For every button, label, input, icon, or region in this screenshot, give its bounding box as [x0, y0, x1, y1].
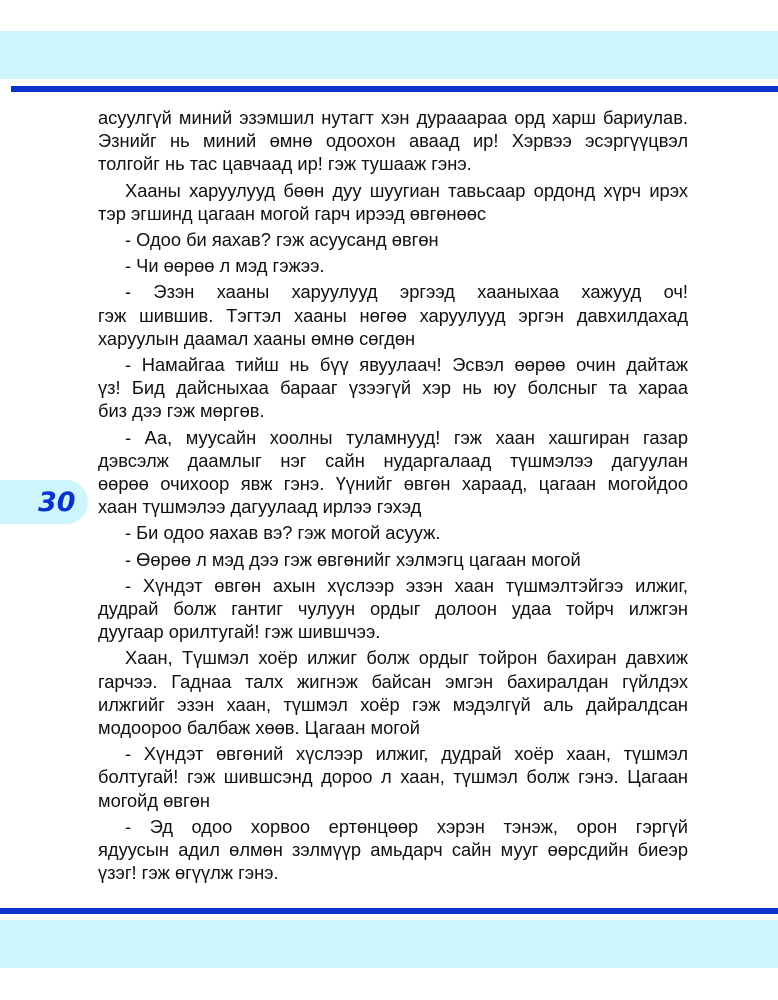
text-line: - Намайгаа тийш нь бүү явуулаач! Эсвэл өөрөө очин дайтаж — [125, 354, 688, 376]
top-rule — [11, 86, 778, 92]
text-line: өөрөө очихоор явж гэнэ. Үүнийг өвгөн хараад, цагаан могойдоо — [98, 473, 688, 495]
text-line: модоороо балбаж хөөв. Цагаан могой — [98, 717, 420, 739]
text-line: толгойг нь тас цавчаад ир! гэж тушааж гэнэ. — [98, 153, 472, 175]
text-line: дудрай болж гантиг чулуун ордыг долоон удаа тойрч илжгэн — [98, 598, 688, 620]
page-number: 30 — [38, 487, 76, 518]
text-line: дэвсэлж даамлыг нэг сайн нударгалаад түшмэлээ дагуулан — [98, 449, 688, 471]
text-line: тэр эгшинд цагаан могой гарч ирээд өвгөнөөс — [98, 202, 487, 224]
text-line: биз дээ гэж мөргөв. — [98, 400, 265, 422]
text-line: Хааны харуулууд бөөн дуу шуугиан тавьсаар ордонд хүрч ирэх — [125, 179, 688, 201]
text-line: гэж шившив. Тэгтэл хааны нөгөө харуулууд эргэн давхилдахад — [98, 304, 688, 326]
text-line: Эзнийг нь миний өмнө одоохон аваад ир! Хэрвээ эсэргүүцвэл — [98, 130, 688, 152]
text-line: - Аа, муусайн хоолны туламнууд! гэж хаан хашгиран газар — [125, 426, 688, 448]
text-line: - Одоо би яахав? гэж асуусанд өвгөн — [125, 229, 439, 251]
text-line: дуугаар орилтугай! гэж шившчээ. — [98, 621, 381, 643]
text-line: - Чи өөрөө л мэд гэжээ. — [125, 255, 325, 277]
text-line: Хаан, Түшмэл хоёр илжиг болж ордыг тойрон бахиран давхиж — [125, 647, 688, 669]
text-line: - Эд одоо хорвоо ертөнцөөр хэрэн тэнэж, орон гэргүй — [125, 815, 688, 837]
text-line: гарчээ. Гаднаа талх жигнэж байсан эмгэн бахиралдан гүйлдэх — [98, 670, 688, 692]
text-line: илжгийг эзэн хаан, түшмэл хоёр гэж мэдэлгүй аль дайралдсан — [98, 693, 688, 715]
body-text — [98, 106, 688, 885]
text-line: - Хүндэт өвгөний хүслээр илжиг, дудрай хоёр хаан, түшмэл — [125, 743, 688, 765]
text-line: хаан түшмэлээ дагуулаад ирлээ гэхэд — [98, 496, 422, 518]
text-line: болтугай! гэж шившсэнд дороо л хаан, түшмэл болж гэнэ. Цагаан — [98, 766, 688, 788]
bottom-rule — [0, 908, 778, 914]
text-line: - Эзэн хааны харуулууд эргээд хааныхаа хажууд оч! — [125, 281, 688, 303]
text-line: - Хүндэт өвгөн ахын хүслээр эзэн хаан түшмэлтэйгээ илжиг, — [125, 574, 688, 596]
bottom-band — [0, 920, 778, 968]
text-line: үзэг! гэж өгүүлж гэнэ. — [98, 862, 279, 884]
text-line: ядуусын адил өлмөн зэлмүүр амьдарч сайн мууг өөрсдийн биеэр — [98, 839, 688, 861]
text-line: могойд өвгөн — [98, 789, 210, 811]
text-line: - Би одоо яахав вэ? гэж могой асууж. — [125, 522, 441, 544]
text-line: - Өөрөө л мэд дээ гэж өвгөнийг хэлмэгц цагаан могой — [125, 548, 581, 570]
text-line: харуулын даамал хааны өмнө сөгдөн — [98, 327, 416, 349]
text-line: асуулгүй миний эзэмшил нутагт хэн дурааараа орд харш бариулав. — [98, 107, 688, 128]
text-line: үз! Бид дайсныхаа барааг үзээгүй хэр нь юу болсныг та хараа — [98, 377, 688, 399]
top-band — [0, 31, 778, 79]
